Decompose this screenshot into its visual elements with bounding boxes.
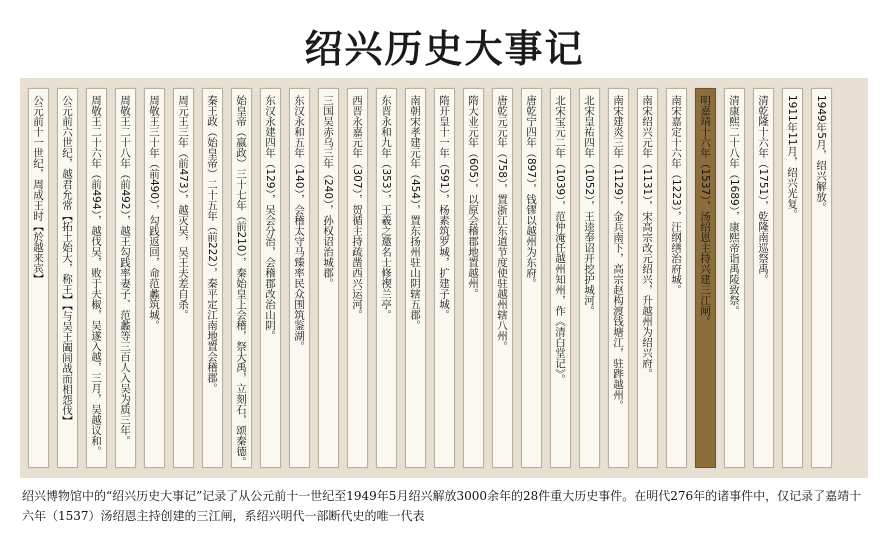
event-strip-highlighted: 明嘉靖十六年（1537），汤绍恩主持兴建三江闸。 xyxy=(695,88,716,468)
page-title: 绍兴历史大事记 xyxy=(304,26,585,71)
event-strip: 周敬王三十年（前490），勾践返回，命范蠡筑城。 xyxy=(144,88,165,468)
event-strip: 南宋建炎三年（1129），金兵南下，高宗赵构渡钱塘江，驻跸越州。 xyxy=(608,88,629,468)
event-strip: 1911年11月，绍兴光复。 xyxy=(782,88,803,468)
event-strip: 北宋皇祐四年（1052），王逵奉诏开挖护城河。 xyxy=(579,88,600,468)
event-strip: 东汉永和五年（140），会稽太守马臻率民众围筑鉴湖。 xyxy=(289,88,310,468)
event-strip: 三国吴赤乌三年（240），孙权诏治城郡。 xyxy=(318,88,339,468)
event-strip: 唐乾元元年（758），置浙江东道节度使驻越州辖八州。 xyxy=(492,88,513,468)
event-strip: 北宋宝元二年（1039），范仲淹任越州知州，作《清白堂记》。 xyxy=(550,88,571,468)
event-strip: 清康熙二十八年（1689），康熙帝诣禹陵致祭。 xyxy=(724,88,745,468)
event-strip: 西晋永嘉元年（307），贺循主持疏凿西兴运河。 xyxy=(347,88,368,468)
caption: 绍兴博物馆中的“绍兴历史大事记”记录了从公元前十一世纪至1949年5月绍兴解放3000余年的28件重大历史事件。在明代276年的诸事件中，仅记录了嘉靖十六年（1537）汤绍恩主持创建的三江闸，系绍兴明代一部断代史的唯一代表 xyxy=(22,489,862,523)
event-strip: 公元前六世纪，越君允常【拓土始大，称王】【与吴王阖闾战而相怨伐】 xyxy=(57,88,78,468)
event-strip: 隋开皇十一年（591），杨素筑罗城，扩建子城。 xyxy=(434,88,455,468)
event-strip: 秦王政（始皇帝）二十五年（前222），秦平定江南地置会稽郡。 xyxy=(202,88,223,468)
event-strip: 周敬王二十八年（前492），越王勾践率妻子、范蠡等三百人入吴为质三年。 xyxy=(115,88,136,468)
event-strip: 清乾隆十六年（1751），乾隆南巡祭禹。 xyxy=(753,88,774,468)
event-strip: 东汉永建四年（129），吴会分治，会稽郡改治山阴。 xyxy=(260,88,281,468)
event-strip: 南宋嘉定十六年（1223），汪纲缮治府城。 xyxy=(666,88,687,468)
event-strip: 隋大业元年（605），以原会稽郡地置越州。 xyxy=(463,88,484,468)
event-strip: 唐乾宁四年（897），钱镠以越州为东府。 xyxy=(521,88,542,468)
event-strip: 东晋永和九年（353），王羲之邀名士修禊兰亭。 xyxy=(376,88,397,468)
event-strip: 周元王三年（前473），越灭吴，吴王夫差自杀。 xyxy=(173,88,194,468)
event-strip: 公元前十一世纪，周成王时【於越来宾】 xyxy=(28,88,49,468)
event-strip: 周敬王二十六年（前494），越伐吴，败于夫椒，吴遂入越，三月，吴越议和。 xyxy=(86,88,107,468)
event-strip: 始皇帝（嬴政）三十七年（前210），秦始皇上会稽，祭大禹，立刻石，颂秦德。 xyxy=(231,88,252,468)
event-strip: 1949年5月，绍兴解放。 xyxy=(811,88,832,468)
timeline-panel xyxy=(20,78,868,478)
event-strip: 南宋绍兴元年（1131），宋高宗改元绍兴，升越州为绍兴府。 xyxy=(637,88,658,468)
event-strip: 南朝宋孝建元年（454），置东扬州驻山阴辖五郡。 xyxy=(405,88,426,468)
